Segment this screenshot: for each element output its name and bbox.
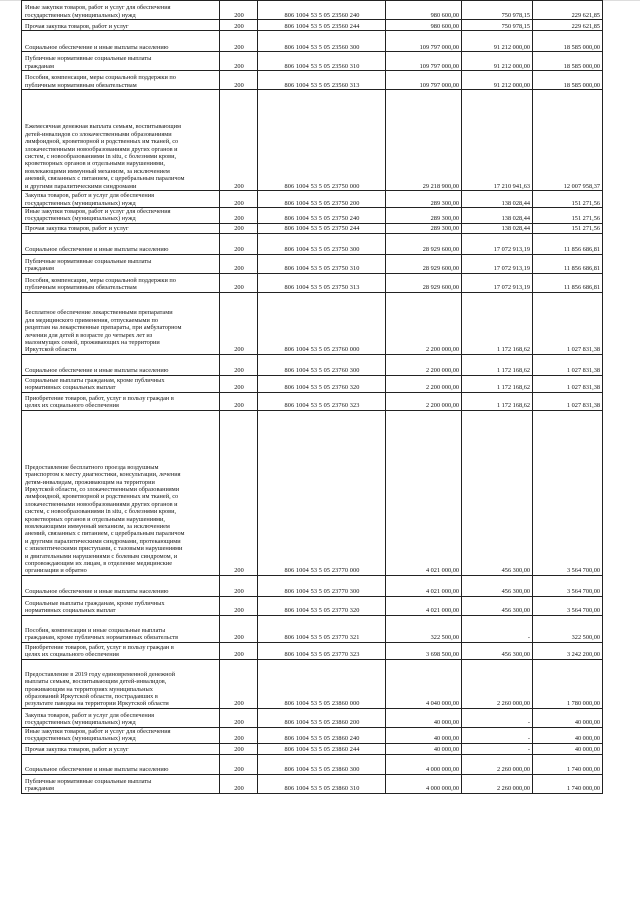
expense-name-cell bbox=[22, 392, 220, 410]
expense-name-line: Социальные выплаты гражданам, кроме публичных bbox=[25, 377, 165, 384]
expense-name-line: Прочая закупка товаров, работ и услуг bbox=[25, 22, 129, 30]
expense-name-line: Социальное обеспечение и иные выплаты населению bbox=[25, 367, 169, 375]
table-row bbox=[22, 615, 603, 642]
approved-amount-cell: 3 698 500,00 bbox=[386, 642, 462, 659]
approved-amount-cell: 4 000 000,00 bbox=[386, 774, 462, 793]
expense-name-line: для медицинского применения, отпускаемыми по bbox=[25, 316, 158, 324]
expense-name-line: и другими паралитическими синдромами bbox=[25, 182, 137, 190]
approved-amount-cell: 2 200 000,00 bbox=[386, 292, 462, 354]
executed-amount-cell: 17 072 913,19 bbox=[462, 273, 533, 292]
budget-classification-code-cell: 806 1004 53 5 05 23770 320 bbox=[258, 596, 386, 615]
unexecuted-amount-cell: 1 027 831,38 bbox=[533, 375, 603, 392]
line-code-cell: 200 bbox=[220, 191, 258, 208]
table-row bbox=[22, 273, 603, 292]
expense-name-cell bbox=[22, 71, 220, 90]
budget-classification-code-cell: 806 1004 53 5 05 23860 310 bbox=[258, 774, 386, 793]
table-row bbox=[22, 596, 603, 615]
approved-amount-cell: 28 929 600,00 bbox=[386, 273, 462, 292]
table-row bbox=[22, 708, 603, 727]
expense-name-line: Приобретение товаров, работ, услуг в пользу граждан в bbox=[25, 644, 174, 651]
approved-amount-cell: 289 300,00 bbox=[386, 223, 462, 233]
expense-name-line: государственных (муниципальных) нужд bbox=[25, 11, 136, 19]
approved-amount-cell: 4 021 000,00 bbox=[386, 575, 462, 596]
unexecuted-amount-cell: 18 585 000,00 bbox=[533, 52, 603, 71]
expense-name-line: систем, с новообразованиями in situ, с болезнями крови, bbox=[25, 152, 177, 160]
line-code-cell: 200 bbox=[220, 615, 258, 642]
expense-name-line: Закупка товаров, работ и услуг для обеспечения bbox=[25, 192, 155, 200]
table-row bbox=[22, 52, 603, 71]
unexecuted-amount-cell: 229 621,85 bbox=[533, 1, 603, 20]
line-code-cell: 200 bbox=[220, 233, 258, 254]
approved-amount-cell: 322 500,00 bbox=[386, 615, 462, 642]
expense-name-cell bbox=[22, 208, 220, 224]
budget-classification-code-cell: 806 1004 53 5 05 23860 244 bbox=[258, 743, 386, 754]
line-code-cell: 200 bbox=[220, 273, 258, 292]
line-code-cell: 200 bbox=[220, 708, 258, 727]
unexecuted-amount-cell: 12 007 958,37 bbox=[533, 90, 603, 191]
expense-name-line: целях их социального обеспечения bbox=[25, 651, 119, 659]
expense-name-cell bbox=[22, 727, 220, 743]
line-code-cell: 200 bbox=[220, 90, 258, 191]
expense-name-cell bbox=[22, 292, 220, 354]
approved-amount-cell: 2 200 000,00 bbox=[386, 392, 462, 410]
expense-name-line: образований Иркутской области, пострадавших в bbox=[25, 693, 158, 700]
expense-name-cell bbox=[22, 90, 220, 191]
expense-name-cell bbox=[22, 20, 220, 31]
line-code-cell: 200 bbox=[220, 659, 258, 708]
expense-name-cell bbox=[22, 223, 220, 233]
table-row bbox=[22, 659, 603, 708]
expense-name-line: лимфоидной, кроветворной и родственных им тканей, со bbox=[25, 493, 179, 501]
line-code-cell: 200 bbox=[220, 1, 258, 20]
approved-amount-cell: 4 021 000,00 bbox=[386, 410, 462, 575]
table-row bbox=[22, 410, 603, 575]
expense-name-line: с эпилептическими приступами, с тазовыми нарушениями bbox=[25, 545, 183, 553]
expense-name-line: организации и обратно bbox=[25, 567, 87, 575]
budget-classification-code-cell: 806 1004 53 5 05 23770 300 bbox=[258, 575, 386, 596]
expense-name-line: Иркутской области, со злокачественными образованиями bbox=[25, 485, 180, 493]
expense-name-line: Бесплатное обеспечение лекарственными препаратами bbox=[25, 309, 173, 317]
executed-amount-cell: 91 212 000,00 bbox=[462, 71, 533, 90]
expense-name-cell bbox=[22, 754, 220, 774]
line-code-cell: 200 bbox=[220, 292, 258, 354]
expense-name-line: и двигательными нарушениями с болевым синдромом, и bbox=[25, 552, 178, 560]
table-row bbox=[22, 754, 603, 774]
expense-name-line: лечении для детей в возрасте до четырех лет из bbox=[25, 331, 153, 339]
approved-amount-cell: 4 040 000,00 bbox=[386, 659, 462, 708]
expense-name-line: Пособия, компенсации и иные социальные выплаты bbox=[25, 627, 166, 634]
line-code-cell: 200 bbox=[220, 71, 258, 90]
expense-name-line: результате паводка на территории Иркутской области bbox=[25, 700, 169, 708]
expense-name-line: вовлекающими иммунный механизм, за исключением bbox=[25, 522, 170, 530]
expense-name-line: проживающим на территориях муниципальных bbox=[25, 685, 153, 693]
executed-amount-cell: 17 072 913,19 bbox=[462, 254, 533, 273]
line-code-cell: 200 bbox=[220, 575, 258, 596]
approved-amount-cell: 289 300,00 bbox=[386, 208, 462, 224]
executed-amount-cell: 1 172 168,62 bbox=[462, 392, 533, 410]
expense-name-line: детям-инвалидам, проживающим на территории bbox=[25, 478, 155, 486]
approved-amount-cell: 40 000,00 bbox=[386, 727, 462, 743]
executed-amount-cell: 750 978,15 bbox=[462, 1, 533, 20]
approved-amount-cell: 980 600,00 bbox=[386, 20, 462, 31]
executed-amount-cell: 17 210 941,63 bbox=[462, 90, 533, 191]
line-code-cell: 200 bbox=[220, 754, 258, 774]
unexecuted-amount-cell: 18 585 000,00 bbox=[533, 71, 603, 90]
unexecuted-amount-cell: 151 271,56 bbox=[533, 191, 603, 208]
expense-name-cell bbox=[22, 615, 220, 642]
line-code-cell: 200 bbox=[220, 254, 258, 273]
unexecuted-amount-cell: 322 500,00 bbox=[533, 615, 603, 642]
line-code-cell: 200 bbox=[220, 20, 258, 31]
expense-name-line: Публичные нормативные социальные выплаты bbox=[25, 55, 152, 63]
budget-classification-code-cell: 806 1004 53 5 05 23770 323 bbox=[258, 642, 386, 659]
budget-classification-code-cell: 806 1004 53 5 05 23860 000 bbox=[258, 659, 386, 708]
expense-name-cell bbox=[22, 233, 220, 254]
table-row bbox=[22, 90, 603, 191]
table-row bbox=[22, 71, 603, 90]
expense-name-cell bbox=[22, 642, 220, 659]
unexecuted-amount-cell: 229 621,85 bbox=[533, 20, 603, 31]
table-row bbox=[22, 31, 603, 52]
executed-amount-cell: - bbox=[462, 743, 533, 754]
budget-classification-code-cell: 806 1004 53 5 05 23760 323 bbox=[258, 392, 386, 410]
line-code-cell: 200 bbox=[220, 774, 258, 793]
expense-name-line: Закупка товаров, работ и услуг для обеспечения bbox=[25, 712, 155, 719]
table-row bbox=[22, 727, 603, 743]
executed-amount-cell: 456 300,00 bbox=[462, 410, 533, 575]
expense-name-line: Иркутской области bbox=[25, 346, 77, 354]
expense-name-cell bbox=[22, 596, 220, 615]
unexecuted-amount-cell: 151 271,56 bbox=[533, 208, 603, 224]
budget-classification-code-cell: 806 1004 53 5 05 23770 321 bbox=[258, 615, 386, 642]
expense-name-line: злокачественными новообразованиями других органов и bbox=[25, 145, 178, 153]
executed-amount-cell: 17 072 913,19 bbox=[462, 233, 533, 254]
approved-amount-cell: 289 300,00 bbox=[386, 191, 462, 208]
budget-classification-code-cell: 806 1004 53 5 05 23860 200 bbox=[258, 708, 386, 727]
expense-name-line: Пособия, компенсации, меры социальной поддержки по bbox=[25, 74, 176, 82]
budget-classification-code-cell: 806 1004 53 5 05 23750 000 bbox=[258, 90, 386, 191]
budget-classification-code-cell: 806 1004 53 5 05 23560 240 bbox=[258, 1, 386, 20]
executed-amount-cell: 456 300,00 bbox=[462, 596, 533, 615]
unexecuted-amount-cell: 18 585 000,00 bbox=[533, 31, 603, 52]
approved-amount-cell: 2 200 000,00 bbox=[386, 354, 462, 375]
budget-classification-code-cell: 806 1004 53 5 05 23560 310 bbox=[258, 52, 386, 71]
expense-name-cell bbox=[22, 52, 220, 71]
unexecuted-amount-cell: 1 027 831,38 bbox=[533, 392, 603, 410]
budget-classification-code-cell: 806 1004 53 5 05 23750 244 bbox=[258, 223, 386, 233]
expense-name-line: Публичные нормативные социальные выплаты bbox=[25, 258, 152, 265]
budget-classification-code-cell: 806 1004 53 5 05 23750 313 bbox=[258, 273, 386, 292]
expense-name-line: Социальное обеспечение и иные выплаты населению bbox=[25, 43, 169, 51]
unexecuted-amount-cell: 1 027 831,38 bbox=[533, 292, 603, 354]
expense-name-line: Прочая закупка товаров, работ и услуг bbox=[25, 746, 129, 754]
line-code-cell: 200 bbox=[220, 410, 258, 575]
line-code-cell: 200 bbox=[220, 223, 258, 233]
approved-amount-cell: 2 200 000,00 bbox=[386, 375, 462, 392]
budget-table-body bbox=[22, 1, 603, 794]
line-code-cell: 200 bbox=[220, 743, 258, 754]
table-row bbox=[22, 354, 603, 375]
executed-amount-cell: 138 028,44 bbox=[462, 191, 533, 208]
table-row bbox=[22, 642, 603, 659]
expense-name-line: нормативных социальных выплат bbox=[25, 607, 116, 615]
expense-name-cell bbox=[22, 575, 220, 596]
expense-name-line: лимфоидной, кроветворной и родственных им тканей, со bbox=[25, 138, 179, 146]
expense-name-line: выплаты семьям, воспитывающим детей-инвалидов, bbox=[25, 678, 167, 686]
unexecuted-amount-cell: 3 564 700,00 bbox=[533, 596, 603, 615]
expense-name-line: Социальное обеспечение и иные выплаты населению bbox=[25, 246, 169, 254]
executed-amount-cell: 2 260 000,00 bbox=[462, 659, 533, 708]
budget-classification-code-cell: 806 1004 53 5 05 23750 200 bbox=[258, 191, 386, 208]
approved-amount-cell: 4 021 000,00 bbox=[386, 596, 462, 615]
expense-name-cell bbox=[22, 254, 220, 273]
table-row bbox=[22, 743, 603, 754]
expense-name-cell bbox=[22, 659, 220, 708]
expense-name-line: Иные закупки товаров, работ и услуг для обеспечения bbox=[25, 727, 171, 735]
executed-amount-cell: 1 172 168,62 bbox=[462, 375, 533, 392]
executed-amount-cell: 456 300,00 bbox=[462, 575, 533, 596]
budget-classification-code-cell: 806 1004 53 5 05 23560 313 bbox=[258, 71, 386, 90]
budget-classification-code-cell: 806 1004 53 5 05 23760 300 bbox=[258, 354, 386, 375]
executed-amount-cell: 91 212 000,00 bbox=[462, 52, 533, 71]
expense-name-line: детей-инвалидов со злокачественными образованиями bbox=[25, 130, 172, 138]
expense-name-line: государственных (муниципальных) нужд bbox=[25, 199, 136, 207]
table-row bbox=[22, 1, 603, 20]
executed-amount-cell: 1 172 168,62 bbox=[462, 354, 533, 375]
budget-classification-code-cell: 806 1004 53 5 05 23750 240 bbox=[258, 208, 386, 224]
unexecuted-amount-cell: 11 856 686,81 bbox=[533, 254, 603, 273]
expense-name-cell bbox=[22, 273, 220, 292]
expense-name-line: Социальные выплаты гражданам, кроме публичных bbox=[25, 600, 165, 607]
unexecuted-amount-cell: 11 856 686,81 bbox=[533, 233, 603, 254]
line-code-cell: 200 bbox=[220, 727, 258, 743]
executed-amount-cell: 750 978,15 bbox=[462, 20, 533, 31]
expense-name-line: гражданам, кроме публичных нормативных обязательств bbox=[25, 634, 179, 642]
approved-amount-cell: 28 929 600,00 bbox=[386, 233, 462, 254]
expense-name-line: злокачественными новообразованиями других органов и bbox=[25, 500, 178, 508]
table-row bbox=[22, 375, 603, 392]
expense-name-line: рецептам на лекарственные препараты, при амбулаторном bbox=[25, 324, 182, 332]
budget-classification-code-cell: 806 1004 53 5 05 23750 310 bbox=[258, 254, 386, 273]
table-row bbox=[22, 191, 603, 208]
expense-name-line: Иные закупки товаров, работ и услуг для обеспечения bbox=[25, 208, 171, 215]
table-row bbox=[22, 392, 603, 410]
approved-amount-cell: 40 000,00 bbox=[386, 743, 462, 754]
table-row bbox=[22, 575, 603, 596]
expense-name-cell bbox=[22, 743, 220, 754]
expense-name-cell bbox=[22, 191, 220, 208]
budget-classification-code-cell: 806 1004 53 5 05 23860 240 bbox=[258, 727, 386, 743]
expense-name-line: государственных (муниципальных) нужд bbox=[25, 215, 136, 223]
table-row bbox=[22, 20, 603, 31]
unexecuted-amount-cell: 3 564 700,00 bbox=[533, 575, 603, 596]
unexecuted-amount-cell: 1 027 831,38 bbox=[533, 354, 603, 375]
expense-name-cell bbox=[22, 354, 220, 375]
expense-name-line: Социальное обеспечение и иные выплаты населению bbox=[25, 766, 169, 774]
approved-amount-cell: 980 600,00 bbox=[386, 1, 462, 20]
unexecuted-amount-cell: 11 856 686,81 bbox=[533, 273, 603, 292]
executed-amount-cell: - bbox=[462, 727, 533, 743]
expense-name-cell bbox=[22, 375, 220, 392]
line-code-cell: 200 bbox=[220, 596, 258, 615]
budget-classification-code-cell: 806 1004 53 5 05 23770 000 bbox=[258, 410, 386, 575]
expense-name-cell bbox=[22, 410, 220, 575]
expense-name-line: Предоставление в 2019 году единовременной денежной bbox=[25, 670, 176, 678]
approved-amount-cell: 29 218 900,00 bbox=[386, 90, 462, 191]
executed-amount-cell: - bbox=[462, 708, 533, 727]
expense-name-line: и другими паралитическими синдромами, протекающими bbox=[25, 537, 181, 545]
expense-name-line: Прочая закупка товаров, работ и услуг bbox=[25, 225, 129, 233]
unexecuted-amount-cell: 1 740 000,00 bbox=[533, 754, 603, 774]
executed-amount-cell: 138 028,44 bbox=[462, 223, 533, 233]
budget-classification-code-cell: 806 1004 53 5 05 23760 000 bbox=[258, 292, 386, 354]
unexecuted-amount-cell: 151 271,56 bbox=[533, 223, 603, 233]
unexecuted-amount-cell: 40 000,00 bbox=[533, 743, 603, 754]
executed-amount-cell: 2 260 000,00 bbox=[462, 754, 533, 774]
approved-amount-cell: 109 797 000,00 bbox=[386, 52, 462, 71]
expense-name-cell bbox=[22, 1, 220, 20]
budget-table bbox=[21, 0, 603, 794]
table-row bbox=[22, 292, 603, 354]
approved-amount-cell: 28 929 600,00 bbox=[386, 254, 462, 273]
expense-name-line: публичным нормативным обязательствам bbox=[25, 284, 137, 292]
expense-name-line: анемий, связанных с питанием, с церебральным параличом bbox=[25, 175, 185, 183]
expense-name-line: Предоставление бесплатного проезда воздушным bbox=[25, 463, 159, 471]
expense-name-cell bbox=[22, 708, 220, 727]
executed-amount-cell: 1 172 168,62 bbox=[462, 292, 533, 354]
expense-name-line: Социальное обеспечение и иные выплаты населению bbox=[25, 588, 169, 596]
executed-amount-cell: 456 300,00 bbox=[462, 642, 533, 659]
table-row bbox=[22, 223, 603, 233]
expense-name-line: Приобретение товаров, работ, услуг в пользу граждан в bbox=[25, 395, 174, 402]
approved-amount-cell: 109 797 000,00 bbox=[386, 31, 462, 52]
unexecuted-amount-cell: 1 780 000,00 bbox=[533, 659, 603, 708]
expense-name-line: публичным нормативным обязательствам bbox=[25, 81, 137, 89]
budget-classification-code-cell: 806 1004 53 5 05 23760 320 bbox=[258, 375, 386, 392]
executed-amount-cell: 91 212 000,00 bbox=[462, 31, 533, 52]
expense-name-line: целях их социального обеспечения bbox=[25, 402, 119, 410]
expense-name-line: государственных (муниципальных) нужд bbox=[25, 735, 136, 743]
expense-name-line: кроветворных органов и отдельными нарушениями, bbox=[25, 160, 165, 168]
line-code-cell: 200 bbox=[220, 375, 258, 392]
expense-name-line: Ежемесячная денежная выплата семьям, воспитывающим bbox=[25, 123, 181, 131]
expense-name-line: гражданам bbox=[25, 62, 55, 70]
expense-name-line: государственных (муниципальных) нужд bbox=[25, 719, 136, 727]
expense-name-line: Публичные нормативные социальные выплаты bbox=[25, 777, 152, 785]
line-code-cell: 200 bbox=[220, 208, 258, 224]
expense-name-cell bbox=[22, 774, 220, 793]
expense-name-line: нормативных социальных выплат bbox=[25, 384, 116, 392]
unexecuted-amount-cell: 40 000,00 bbox=[533, 727, 603, 743]
expense-name-line: систем, с новообразованиями in situ, с болезнями крови, bbox=[25, 508, 177, 516]
budget-classification-code-cell: 806 1004 53 5 05 23560 300 bbox=[258, 31, 386, 52]
budget-classification-code-cell: 806 1004 53 5 05 23560 244 bbox=[258, 20, 386, 31]
budget-execution-sheet bbox=[21, 0, 602, 794]
line-code-cell: 200 bbox=[220, 354, 258, 375]
unexecuted-amount-cell: 1 740 000,00 bbox=[533, 774, 603, 793]
line-code-cell: 200 bbox=[220, 392, 258, 410]
expense-name-line: Иные закупки товаров, работ и услуг для обеспечения bbox=[25, 4, 171, 12]
line-code-cell: 200 bbox=[220, 52, 258, 71]
expense-name-line: гражданам bbox=[25, 265, 55, 273]
expense-name-line: кроветворных органов и отдельными нарушениями, bbox=[25, 515, 165, 523]
unexecuted-amount-cell: 3 242 200,00 bbox=[533, 642, 603, 659]
expense-name-line: гражданам bbox=[25, 785, 55, 793]
expense-name-line: анемий, связанных с питанием, с церебральным параличом bbox=[25, 530, 185, 538]
expense-name-line: вовлекающими иммунный механизм, за исключением bbox=[25, 167, 170, 175]
table-row bbox=[22, 774, 603, 793]
budget-classification-code-cell: 806 1004 53 5 05 23860 300 bbox=[258, 754, 386, 774]
table-row bbox=[22, 208, 603, 224]
executed-amount-cell: - bbox=[462, 615, 533, 642]
table-row bbox=[22, 254, 603, 273]
executed-amount-cell: 2 260 000,00 bbox=[462, 774, 533, 793]
expense-name-cell bbox=[22, 31, 220, 52]
unexecuted-amount-cell: 3 564 700,00 bbox=[533, 410, 603, 575]
unexecuted-amount-cell: 40 000,00 bbox=[533, 708, 603, 727]
approved-amount-cell: 109 797 000,00 bbox=[386, 71, 462, 90]
budget-classification-code-cell: 806 1004 53 5 05 23750 300 bbox=[258, 233, 386, 254]
approved-amount-cell: 4 000 000,00 bbox=[386, 754, 462, 774]
executed-amount-cell: 138 028,44 bbox=[462, 208, 533, 224]
line-code-cell: 200 bbox=[220, 31, 258, 52]
expense-name-line: малоимущих семей, проживающих на территории bbox=[25, 339, 160, 346]
expense-name-line: транспортом к месту диагностики, консультации, лечения bbox=[25, 471, 181, 479]
expense-name-line: сопровождающим их лицам, в отделение медицинские bbox=[25, 560, 172, 567]
approved-amount-cell: 40 000,00 bbox=[386, 708, 462, 727]
line-code-cell: 200 bbox=[220, 642, 258, 659]
table-row bbox=[22, 233, 603, 254]
expense-name-line: Пособия, компенсации, меры социальной поддержки по bbox=[25, 277, 176, 284]
